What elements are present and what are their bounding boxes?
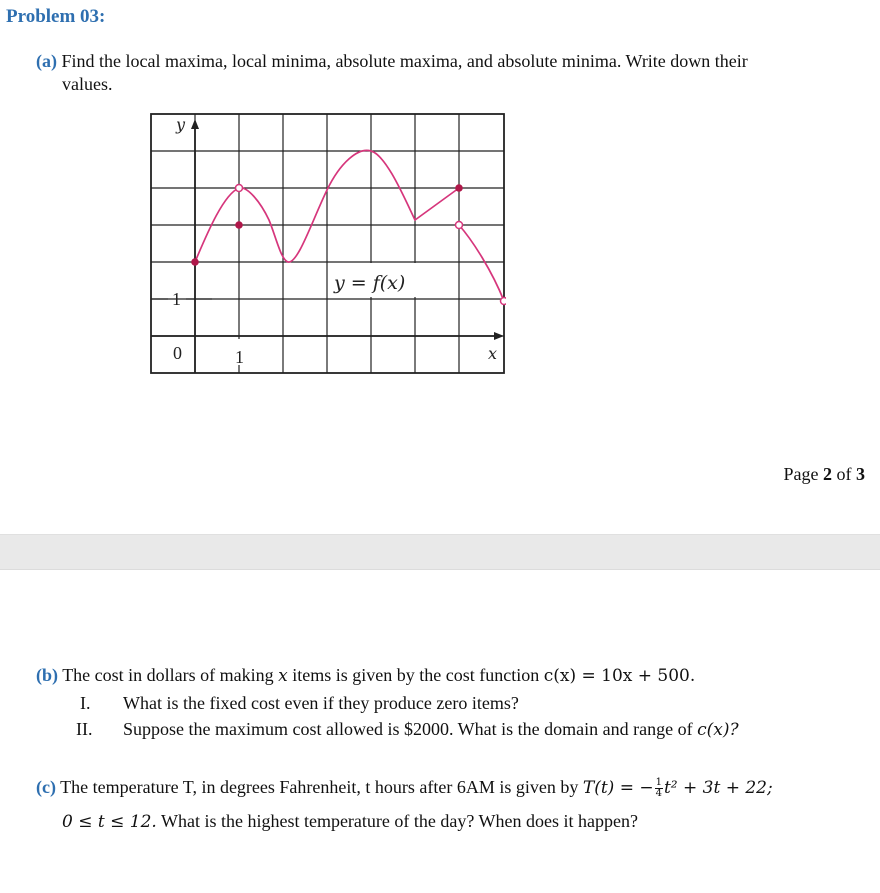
function-label: y = f(x): [334, 272, 406, 294]
part-c-domain: 0 ≤ t ≤ 12.: [62, 812, 157, 832]
part-c-question: [36, 776, 773, 800]
page-current: 2: [823, 464, 832, 484]
part-b-item-2-math: c(x)?: [697, 720, 739, 740]
part-b-item-2-text: Suppose the maximum cost allowed is $2000. What is the domain and range of: [123, 719, 693, 739]
page-total: 3: [856, 464, 865, 484]
part-b-item-1-num: I.: [80, 693, 91, 713]
part-b-var-x: x: [278, 666, 288, 686]
page-of: of: [836, 464, 852, 484]
part-c-text2: What is the highest temperature of the day? When does it happen?: [160, 811, 638, 831]
part-c-label: (c): [36, 777, 56, 797]
part-c-fraction: [655, 778, 663, 799]
part-c-frac-num: 1: [655, 777, 662, 789]
problem-title: Problem 03:: [6, 6, 106, 27]
page-prefix: Page: [783, 464, 819, 484]
tick-x-label: 1: [235, 347, 244, 367]
graph-grid: [151, 114, 504, 373]
part-b-function: c(x) = 10x + 500.: [543, 666, 696, 686]
part-a-text-line1: Find the local maxima, local minima, absolute maxima, and absolute minima. Write down their: [61, 51, 748, 71]
part-a-label: (a): [36, 51, 57, 71]
function-graph: [150, 113, 506, 375]
part-c-text1: The temperature T, in degrees Fahrenheit, t hours after 6AM is given by: [60, 777, 579, 797]
page-indicator: [784, 464, 866, 485]
y-axis-label: y: [176, 115, 186, 134]
part-b-item-2-num: II.: [76, 719, 93, 739]
part-a-question: [36, 50, 748, 73]
origin-label: 0: [173, 343, 182, 363]
part-c-eq-rhs: t² + 3t + 22;: [663, 778, 773, 798]
part-b-intro-mid: items is given by the cost function: [292, 665, 540, 685]
jump-point-open: [456, 222, 463, 229]
filled-point-below-peak: [235, 221, 243, 229]
part-b-intro: The cost in dollars of making: [62, 665, 274, 685]
start-point-filled: [191, 258, 199, 266]
part-b-item-2: [123, 718, 739, 742]
open-point-left-peak: [236, 185, 243, 192]
end-point-open: [501, 298, 507, 305]
part-b-question: [36, 664, 695, 688]
tick-y-label: 1: [172, 289, 181, 309]
part-b-label: (b): [36, 665, 58, 685]
part-b-item-1-text: What is the fixed cost even if they produce zero items?: [123, 693, 519, 713]
x-axis-label: x: [488, 344, 498, 363]
jump-point-filled: [455, 184, 463, 192]
part-c-line2: [62, 810, 638, 834]
part-a-text-line2: values.: [62, 74, 113, 94]
part-c-frac-den: 4: [655, 788, 662, 800]
page-break-gap: [0, 534, 880, 570]
part-c-eq-lhs: T(t) = −: [582, 778, 654, 798]
